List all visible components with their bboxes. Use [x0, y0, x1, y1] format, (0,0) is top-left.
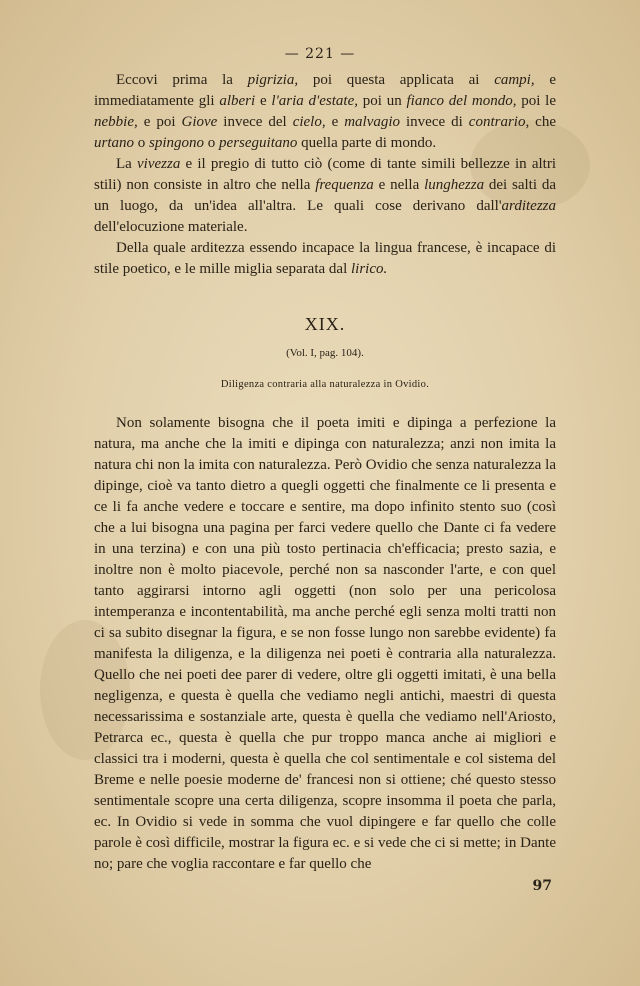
paragraph-1 — [94, 70, 556, 154]
italic-run: malvagio — [344, 114, 401, 130]
text-run: invece del — [217, 114, 293, 130]
text-run: o — [204, 135, 220, 151]
paragraph-4: Non solamente bisogna che il poeta imiti e dipinga a perfezione la natura, ma anche che la imiti e dipinga con naturalezza; anzi non imita la natura chi non la imita con naturalezza. Però Ovidio che senza naturalezza la dipinge, cioè va tanto dietro a quegli oggetti che finalmente ce li presenta e ce li fa anche vedere e toccare e sentire, ma dopo infinito stento suo (così che a lui bisogna una pagina per farci vedere quello che Dante ci fa vedere in una terzina) e con una più tosto pertinacia ch'efficacia; presto sazia, e inoltre non è molto piacevole, perché non sa nasconder l'arte, e con quel tanto aggirarsi intorno agli oggetti (non solo per una pericolosa intemperanza e incontentabilità, ma anche perché egli senza molti tratti non ci sa subito disegnar la figura, e se non fosse lungo non sarebbe evidente) fa manifesta la diligenza, e la diligenza nei poeti è contraria alla naturalezza. Quello che nei poeti dee parer di vedere, oltre gli oggetti imitati, è una bella negligenza, e questa è quella che vediamo negli antichi, maestri di questa necessarissima e sostanziale arte, questa è quella che vediamo nell'Ariosto, Petrarca ec., questa è quella che pur troppo manca anche ai migliori e classici tra i moderni, questa è quella che col sentimentale e col sistema del Breme e nelle poesie moderne de' francesi non si ottiene; ché questo stesso sentimentale scopre una certa diligenza, scopre insomma il poeta che parla, ec. In Ovidio si vede in somma che vuol dipingere e far quello che colle parole è così difficile, mostrar la figura ec. e si vede che ci si mette; in Dante no; pare che voglia raccontare e far quello che — [94, 415, 556, 872]
text-run: poi un — [358, 93, 407, 109]
text-run: e — [325, 114, 345, 130]
italic-run: l'aria d'estate, — [271, 93, 359, 109]
page-number: — 221 — — [284, 46, 356, 62]
section-reference: (Vol. I, pag. 104). — [286, 347, 364, 359]
text-run: che — [529, 114, 556, 130]
page-content — [94, 70, 556, 875]
text-run: Eccovi prima la — [116, 72, 248, 88]
section-heading: XIX. — [304, 314, 346, 334]
italic-run: vivezza — [137, 156, 181, 172]
italic-run: spingono — [149, 135, 205, 151]
section-subtitle: Diligenza contraria alla naturalezza in Ovidio. — [220, 379, 430, 390]
italic-run: arditezza — [501, 198, 556, 214]
text-run: Della quale arditezza essendo incapace la lingua francese, è incapace di stile poetico, e le mille miglia separata dal — [94, 240, 556, 277]
text-run: invece di — [400, 114, 469, 130]
italic-run: urtano — [94, 135, 135, 151]
italic-run: alberi — [219, 93, 256, 109]
italic-run: campi, — [494, 72, 535, 88]
italic-run: contrario, — [468, 114, 530, 130]
text-run: e il pregio di tutto ciò (come di tante simili bellezze in altri stili) non consiste in altro che nella — [94, 156, 556, 193]
text-run: e — [255, 93, 272, 109]
italic-run: lirico. — [351, 261, 388, 277]
text-run: poi le — [516, 93, 557, 109]
text-run: dell'elocuzione materiale. — [94, 219, 248, 235]
paragraph-2 — [94, 154, 556, 238]
text-run: e immediatamente gli — [94, 72, 556, 109]
text-run: o — [134, 135, 150, 151]
signature-folio: 97 — [532, 878, 552, 894]
italic-run: pigrizia, — [247, 72, 299, 88]
text-run: La — [116, 156, 138, 172]
italic-run: lunghezza — [424, 177, 485, 193]
italic-run: nebbie, — [94, 114, 138, 130]
text-run: e nella — [373, 177, 425, 193]
italic-run: frequenza — [315, 177, 374, 193]
text-run: poi questa applicata ai — [298, 72, 495, 88]
paragraph-3 — [94, 238, 556, 280]
italic-run: fianco del mondo, — [406, 93, 517, 109]
italic-run: perseguitano — [219, 135, 298, 151]
text-run: e poi — [137, 114, 182, 130]
italic-run: cielo, — [292, 114, 326, 130]
italic-run: Giove — [181, 114, 218, 130]
text-run: dei salti da un luogo, da un'idea all'altra. Le quali cose derivano dall' — [94, 177, 556, 214]
text-run: quella parte di mondo. — [297, 135, 437, 151]
